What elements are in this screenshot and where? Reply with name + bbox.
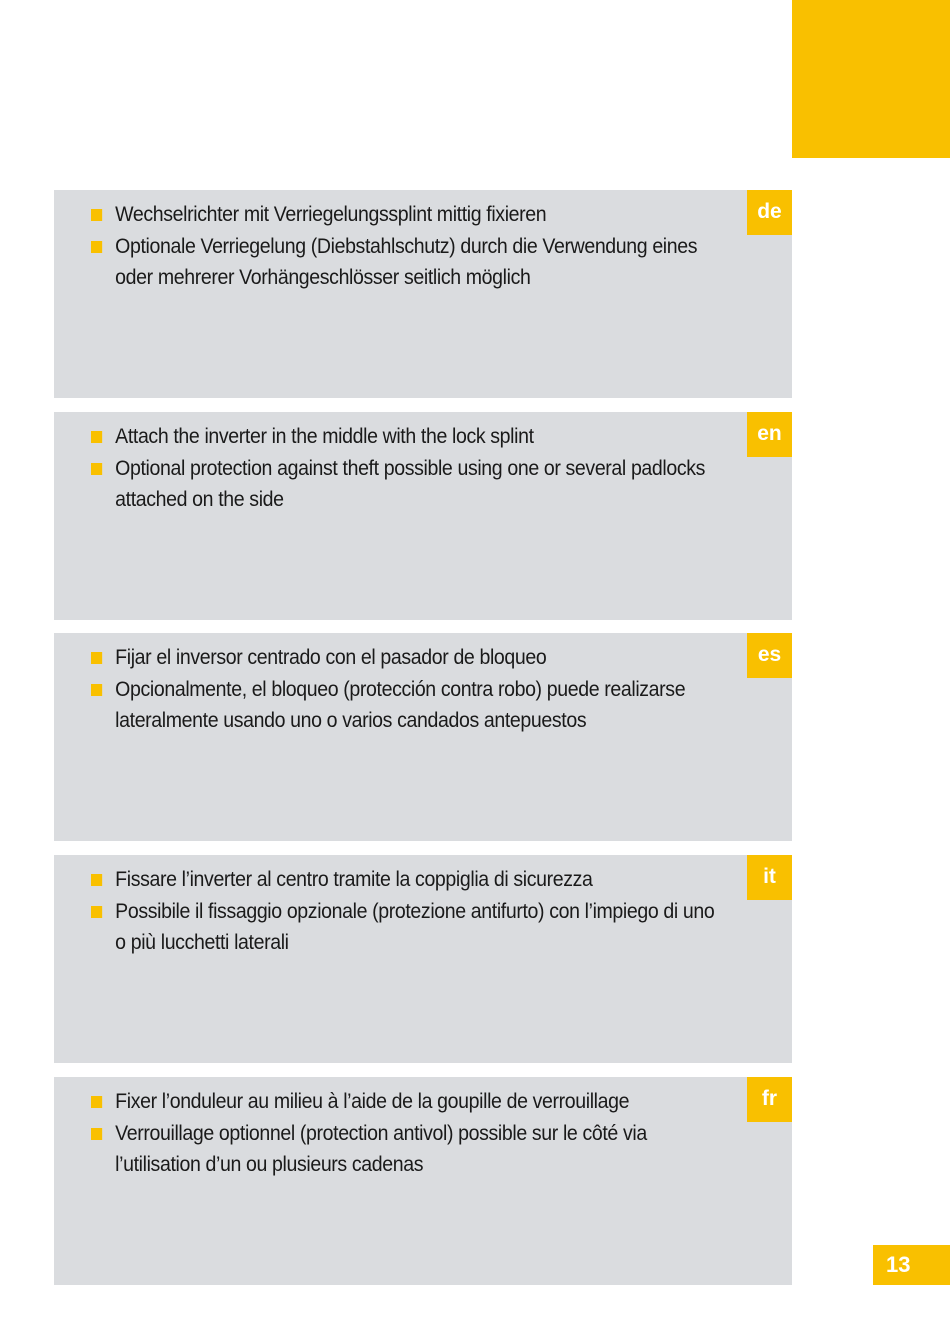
section-fr <box>54 1077 792 1285</box>
section-it <box>54 855 792 1063</box>
instruction-text: Verrouillage optionnel (protection antivol) possible sur le côté via l’utilisation d’un ou plusieurs cadenas <box>115 1121 647 1176</box>
square-bullet-icon <box>91 241 102 253</box>
square-bullet-icon <box>91 652 102 664</box>
corner-color-tab <box>792 0 950 158</box>
section-de <box>54 190 792 398</box>
square-bullet-icon <box>91 684 102 696</box>
list-item <box>91 231 729 294</box>
list-item <box>91 1086 729 1118</box>
section-en <box>54 412 792 620</box>
language-tag-es: es <box>747 633 792 678</box>
instruction-text: Fixer l’onduleur au milieu à l’aide de la goupille de verrouillage <box>115 1090 630 1113</box>
list-item <box>91 896 729 959</box>
square-bullet-icon <box>91 1128 102 1140</box>
language-tag-en: en <box>747 412 792 457</box>
list-item <box>91 642 729 674</box>
instruction-list <box>91 642 711 737</box>
square-bullet-icon <box>91 1096 102 1108</box>
instruction-list <box>91 1086 711 1181</box>
square-bullet-icon <box>91 906 102 918</box>
list-item <box>91 1118 729 1181</box>
language-tag-it: it <box>747 855 792 900</box>
list-item <box>91 199 729 231</box>
instruction-text: Opcionalmente, el bloqueo (protección contra robo) puede realizarse lateralmente usando uno o varios candados antepuestos <box>115 677 686 732</box>
page-number: 13 <box>873 1245 950 1285</box>
square-bullet-icon <box>91 431 102 443</box>
instruction-list <box>91 199 711 294</box>
instruction-text: Fijar el inversor centrado con el pasador de bloqueo <box>115 646 547 669</box>
instruction-text: Attach the inverter in the middle with the lock splint <box>115 425 534 448</box>
instruction-text: Fissare l’inverter al centro tramite la coppiglia di sicurezza <box>115 868 593 891</box>
instruction-list <box>91 421 711 516</box>
square-bullet-icon <box>91 874 102 886</box>
language-tag-fr: fr <box>747 1077 792 1122</box>
instruction-text: Wechselrichter mit Verriegelungssplint mittig fixieren <box>115 203 547 226</box>
language-tag-de: de <box>747 190 792 235</box>
list-item <box>91 864 729 896</box>
section-es <box>54 633 792 841</box>
list-item <box>91 421 729 453</box>
instruction-text: Possibile il fissaggio opzionale (protezione antifurto) con l’impiego di uno o più lucchetti laterali <box>115 899 715 954</box>
square-bullet-icon <box>91 209 102 221</box>
instruction-text: Optionale Verriegelung (Diebstahlschutz) durch die Verwendung eines oder mehrerer Vorhängeschlösser seitlich möglich <box>115 234 698 289</box>
list-item <box>91 453 729 516</box>
square-bullet-icon <box>91 463 102 475</box>
list-item <box>91 674 729 737</box>
instruction-list <box>91 864 715 959</box>
instruction-text: Optional protection against theft possible using one or several padlocks attached on the side <box>115 456 706 511</box>
